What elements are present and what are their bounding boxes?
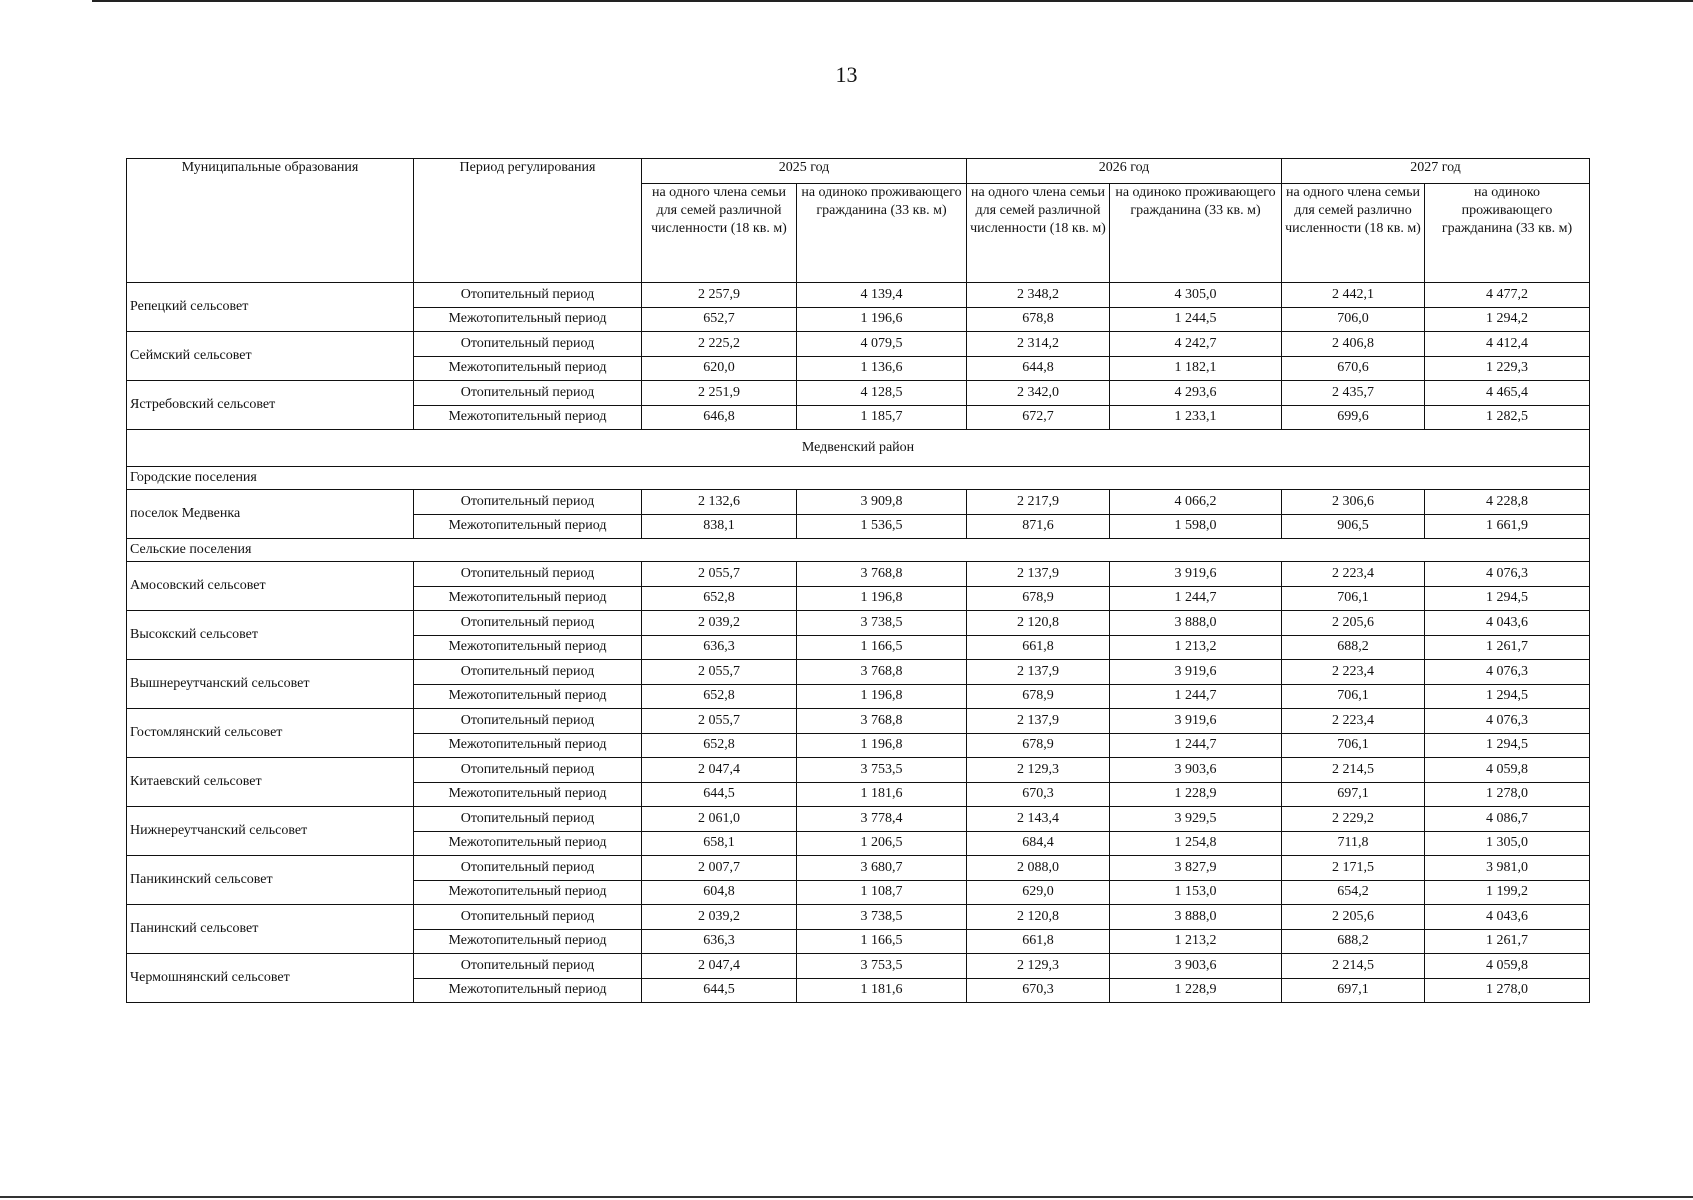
tariff-value: 4 079,5 [797,332,967,357]
heating-period-label: Отопительный период [414,856,642,881]
nonheating-period-label: Межотопительный период [414,929,642,954]
tariff-value: 3 768,8 [797,660,967,685]
table-row [127,539,1590,562]
tariff-value: 1 185,7 [797,405,967,430]
municipality-name: Чермошнянский сельсовет [127,954,414,1003]
tariff-value: 4 076,3 [1425,660,1590,685]
tariff-value: 3 827,9 [1110,856,1282,881]
tariff-value: 3 903,6 [1110,758,1282,783]
tariff-value: 604,8 [642,880,797,905]
tariff-value: 2 143,4 [967,807,1110,832]
tariff-value: 2 129,3 [967,954,1110,979]
table-row [127,905,1590,930]
tariff-value: 1 305,0 [1425,831,1590,856]
tariff-value: 1 254,8 [1110,831,1282,856]
table-row [127,283,1590,308]
tariff-value: 1 181,6 [797,782,967,807]
tariff-value: 678,9 [967,733,1110,758]
heating-period-label: Отопительный период [414,381,642,406]
municipality-name: Китаевский сельсовет [127,758,414,807]
tariff-value: 2 055,7 [642,562,797,587]
municipality-name: поселок Медвенка [127,490,414,539]
tariff-value: 1 244,7 [1110,586,1282,611]
header-2027-single: на одиноко проживающего гражданина (33 кв. м) [1425,184,1590,283]
tariff-value: 3 919,6 [1110,709,1282,734]
tariff-value: 2 442,1 [1282,283,1425,308]
tariff-value: 2 223,4 [1282,709,1425,734]
tariff-value: 3 753,5 [797,758,967,783]
table-body [127,283,1590,1003]
tariff-value: 4 293,6 [1110,381,1282,406]
tariff-value: 636,3 [642,635,797,660]
tariff-value: 2 047,4 [642,758,797,783]
tariff-value: 1 282,5 [1425,405,1590,430]
heating-period-label: Отопительный период [414,660,642,685]
tariff-value: 644,8 [967,356,1110,381]
tariff-value: 2 061,0 [642,807,797,832]
tariff-value: 1 278,0 [1425,782,1590,807]
municipality-name: Панинский сельсовет [127,905,414,954]
header-2025-single: на одиноко проживающего гражданина (33 кв. м) [797,184,967,283]
municipality-name: Вышнереутчанский сельсовет [127,660,414,709]
tariff-value: 661,8 [967,635,1110,660]
table-row [127,562,1590,587]
tariff-value: 1 196,8 [797,586,967,611]
tariff-value: 711,8 [1282,831,1425,856]
tariff-value: 1 229,3 [1425,356,1590,381]
tariff-value: 1 233,1 [1110,405,1282,430]
heating-period-label: Отопительный период [414,905,642,930]
tariff-value: 2 225,2 [642,332,797,357]
tariff-value: 3 919,6 [1110,660,1282,685]
municipality-name: Паникинский сельсовет [127,856,414,905]
tariff-table [126,158,1590,1003]
tariff-value: 2 007,7 [642,856,797,881]
municipality-name: Нижнереутчанский сельсовет [127,807,414,856]
tariff-value: 1 294,5 [1425,684,1590,709]
tariff-value: 3 888,0 [1110,905,1282,930]
tariff-value: 4 076,3 [1425,562,1590,587]
tariff-value: 2 214,5 [1282,758,1425,783]
table-row [127,954,1590,979]
tariff-value: 1 228,9 [1110,782,1282,807]
tariff-value: 1 181,6 [797,978,967,1003]
heating-period-label: Отопительный период [414,562,642,587]
tariff-value: 1 261,7 [1425,929,1590,954]
municipality-name: Амосовский сельсовет [127,562,414,611]
header-period: Период регулирования [414,159,642,283]
tariff-value: 670,3 [967,978,1110,1003]
tariff-value: 688,2 [1282,635,1425,660]
tariff-value: 4 305,0 [1110,283,1282,308]
tariff-value: 658,1 [642,831,797,856]
tariff-value: 2 120,8 [967,905,1110,930]
tariff-value: 4 242,7 [1110,332,1282,357]
tariff-value: 2 205,6 [1282,905,1425,930]
tariff-value: 1 196,6 [797,307,967,332]
tariff-value: 3 888,0 [1110,611,1282,636]
tariff-value: 2 205,6 [1282,611,1425,636]
tariff-value: 1 536,5 [797,514,967,539]
tariff-value: 661,8 [967,929,1110,954]
municipality-name: Репецкий сельсовет [127,283,414,332]
header-2027-family: на одного члена семьи для семей различно численности (18 кв. м) [1282,184,1425,283]
tariff-value: 678,9 [967,586,1110,611]
tariff-value: 3 738,5 [797,905,967,930]
tariff-value: 871,6 [967,514,1110,539]
tariff-value: 4 076,3 [1425,709,1590,734]
tariff-value: 678,9 [967,684,1110,709]
tariff-value: 838,1 [642,514,797,539]
tariff-value: 1 136,6 [797,356,967,381]
table-row [127,807,1590,832]
tariff-value: 1 661,9 [1425,514,1590,539]
tariff-value: 706,1 [1282,684,1425,709]
table-row [127,467,1590,490]
header-year-2027: 2027 год [1282,159,1590,184]
header-2026-family: на одного члена семьи для семей различной численности (18 кв. м) [967,184,1110,283]
tariff-value: 1 153,0 [1110,880,1282,905]
tariff-value: 4 477,2 [1425,283,1590,308]
tariff-value: 4 066,2 [1110,490,1282,515]
heating-period-label: Отопительный период [414,490,642,515]
tariff-value: 2 047,4 [642,954,797,979]
nonheating-period-label: Межотопительный период [414,307,642,332]
district-title: Медвенский район [127,430,1590,467]
table-header [127,159,1590,283]
tariff-value: 688,2 [1282,929,1425,954]
table-row [127,490,1590,515]
tariff-value: 1 261,7 [1425,635,1590,660]
table-row [127,660,1590,685]
table-row [127,332,1590,357]
tariff-value: 3 929,5 [1110,807,1282,832]
tariff-value: 697,1 [1282,978,1425,1003]
tariff-value: 2 223,4 [1282,660,1425,685]
tariff-value: 1 294,5 [1425,733,1590,758]
tariff-value: 3 909,8 [797,490,967,515]
tariff-value: 3 680,7 [797,856,967,881]
tariff-value: 2 306,6 [1282,490,1425,515]
tariff-value: 2 223,4 [1282,562,1425,587]
tariff-value: 2 251,9 [642,381,797,406]
tariff-value: 652,8 [642,684,797,709]
tariff-value: 2 137,9 [967,709,1110,734]
heating-period-label: Отопительный период [414,283,642,308]
heating-period-label: Отопительный период [414,332,642,357]
nonheating-period-label: Межотопительный период [414,733,642,758]
tariff-value: 2 435,7 [1282,381,1425,406]
nonheating-period-label: Межотопительный период [414,405,642,430]
nonheating-period-label: Межотопительный период [414,831,642,856]
tariff-value: 1 182,1 [1110,356,1282,381]
tariff-value: 4 059,8 [1425,758,1590,783]
tariff-value: 1 228,9 [1110,978,1282,1003]
tariff-value: 2 088,0 [967,856,1110,881]
group-rural-settlements: Сельские поселения [127,539,1590,562]
municipality-name: Высокский сельсовет [127,611,414,660]
tariff-value: 620,0 [642,356,797,381]
tariff-value: 1 294,2 [1425,307,1590,332]
tariff-value: 646,8 [642,405,797,430]
tariff-value: 636,3 [642,929,797,954]
tariff-value: 1 213,2 [1110,635,1282,660]
tariff-value: 2 055,7 [642,709,797,734]
tariff-value: 3 778,4 [797,807,967,832]
tariff-value: 4 228,8 [1425,490,1590,515]
tariff-value: 670,6 [1282,356,1425,381]
tariff-value: 4 043,6 [1425,905,1590,930]
tariff-value: 2 137,9 [967,562,1110,587]
tariff-value: 654,2 [1282,880,1425,905]
tariff-value: 1 108,7 [797,880,967,905]
tariff-value: 1 166,5 [797,929,967,954]
tariff-value: 1 196,8 [797,733,967,758]
bottom-rule [0,1196,1693,1198]
nonheating-period-label: Межотопительный период [414,514,642,539]
tariff-value: 629,0 [967,880,1110,905]
heating-period-label: Отопительный период [414,807,642,832]
tariff-value: 1 199,2 [1425,880,1590,905]
nonheating-period-label: Межотопительный период [414,635,642,660]
nonheating-period-label: Межотопительный период [414,782,642,807]
tariff-value: 3 738,5 [797,611,967,636]
tariff-value: 706,0 [1282,307,1425,332]
tariff-value: 2 214,5 [1282,954,1425,979]
nonheating-period-label: Межотопительный период [414,586,642,611]
nonheating-period-label: Межотопительный период [414,684,642,709]
tariff-value: 1 244,5 [1110,307,1282,332]
heating-period-label: Отопительный период [414,611,642,636]
tariff-value: 2 039,2 [642,611,797,636]
tariff-value: 1 166,5 [797,635,967,660]
top-rule [92,0,1693,2]
nonheating-period-label: Межотопительный период [414,880,642,905]
tariff-value: 4 139,4 [797,283,967,308]
tariff-value: 644,5 [642,782,797,807]
tariff-value: 652,8 [642,733,797,758]
tariff-value: 1 294,5 [1425,586,1590,611]
tariff-value: 2 171,5 [1282,856,1425,881]
tariff-value: 3 768,8 [797,709,967,734]
tariff-value: 706,1 [1282,586,1425,611]
tariff-value: 2 120,8 [967,611,1110,636]
tariff-value: 906,5 [1282,514,1425,539]
tariff-value: 652,8 [642,586,797,611]
tariff-value: 2 342,0 [967,381,1110,406]
tariff-value: 4 059,8 [1425,954,1590,979]
heating-period-label: Отопительный период [414,758,642,783]
table-row [127,856,1590,881]
header-year-2026: 2026 год [967,159,1282,184]
nonheating-period-label: Межотопительный период [414,356,642,381]
tariff-value: 2 055,7 [642,660,797,685]
tariff-value: 2 039,2 [642,905,797,930]
table-row [127,381,1590,406]
tariff-value: 1 598,0 [1110,514,1282,539]
tariff-value: 2 406,8 [1282,332,1425,357]
tariff-value: 1 278,0 [1425,978,1590,1003]
municipality-name: Ястребовский сельсовет [127,381,414,430]
group-urban-settlements: Городские поселения [127,467,1590,490]
tariff-value: 644,5 [642,978,797,1003]
tariff-value: 706,1 [1282,733,1425,758]
tariff-value: 699,6 [1282,405,1425,430]
heating-period-label: Отопительный период [414,954,642,979]
tariff-value: 3 919,6 [1110,562,1282,587]
tariff-value: 2 257,9 [642,283,797,308]
tariff-value: 672,7 [967,405,1110,430]
tariff-value: 3 768,8 [797,562,967,587]
heating-period-label: Отопительный период [414,709,642,734]
tariff-value: 2 137,9 [967,660,1110,685]
table-row [127,709,1590,734]
tariff-value: 4 043,6 [1425,611,1590,636]
tariff-value: 2 314,2 [967,332,1110,357]
tariff-value: 1 213,2 [1110,929,1282,954]
table-row [127,611,1590,636]
header-2026-single: на одиноко проживающего гражданина (33 кв. м) [1110,184,1282,283]
tariff-value: 4 412,4 [1425,332,1590,357]
page-number: 13 [835,62,858,87]
tariff-value: 3 903,6 [1110,954,1282,979]
tariff-value: 4 086,7 [1425,807,1590,832]
tariff-value: 652,7 [642,307,797,332]
nonheating-period-label: Межотопительный период [414,978,642,1003]
tariff-value: 2 348,2 [967,283,1110,308]
table-row [127,758,1590,783]
tariff-value: 3 981,0 [1425,856,1590,881]
tariff-value: 684,4 [967,831,1110,856]
header-2025-family: на одного члена семьи для семей различной численности (18 кв. м) [642,184,797,283]
municipality-name: Сеймский сельсовет [127,332,414,381]
tariff-value: 1 244,7 [1110,684,1282,709]
tariff-value: 2 217,9 [967,490,1110,515]
tariff-value: 1 206,5 [797,831,967,856]
tariff-value: 4 465,4 [1425,381,1590,406]
tariff-value: 678,8 [967,307,1110,332]
tariff-value: 3 753,5 [797,954,967,979]
tariff-value: 670,3 [967,782,1110,807]
tariff-value: 2 129,3 [967,758,1110,783]
tariff-value: 2 229,2 [1282,807,1425,832]
municipality-name: Гостомлянский сельсовет [127,709,414,758]
table-row [127,430,1590,467]
tariff-value: 1 244,7 [1110,733,1282,758]
tariff-value: 697,1 [1282,782,1425,807]
header-year-2025: 2025 год [642,159,967,184]
tariff-value: 2 132,6 [642,490,797,515]
header-municipalities: Муниципальные образования [127,159,414,283]
tariff-value: 4 128,5 [797,381,967,406]
tariff-value: 1 196,8 [797,684,967,709]
